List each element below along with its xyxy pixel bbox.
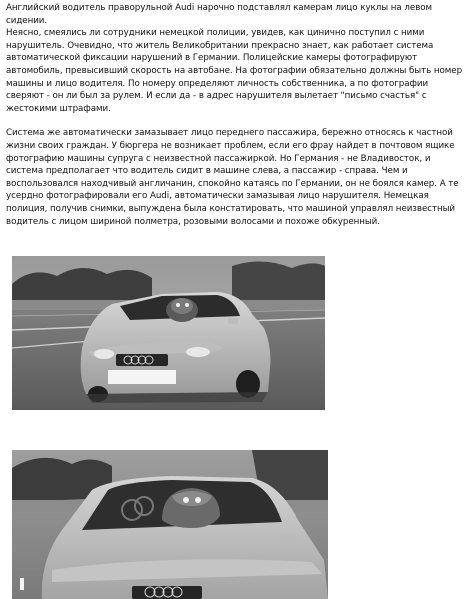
- car-photo-closeup: [12, 450, 328, 599]
- car-photo-closeup-image: [12, 450, 328, 599]
- article-paragraph: Система же автоматически замазывает лицо переднего пассажира, бережно относясь к частной жизни своих граждан. У бюргера не возникает проблем, если его фрау найдет в почтовом ящике фотографию машины супруга с неизвестной пассажиркой. Но Германия - не Владивосток, и система предполагает что водитель сидит в машине слева, а пассажир - справа. Чем и воспользовался находчивый англичанин, спокойно катаясь по Германии, он не боялся камер. А те усердно фотографировали его Audi, автоматически замазывая лицо нарушителя. Немецкая полиция, получив снимки, выпуждена была констатировать, что машиной управлял неизвестный водитель с лицом шириной полметра, розовыми волосами и похоже обкуренный.: [6, 128, 459, 227]
- car-photo-wide-image: [12, 256, 325, 410]
- car-photo-wide: [12, 256, 325, 410]
- article-text: [6, 2, 466, 228]
- article-lead-paragraph: Английский водитель праворульной Audi нарочно подставлял камерам лицо куклы на левом сидении.: [6, 3, 433, 26]
- article-paragraph: Неясно, смеялись ли сотрудники немецкой полиции, увидев, как цинично поступил с ними нарушитель. Очевидно, что житель Великобритании прекрасно знает, как работает система автоматической фиксации нарушений в Германии. Полицейские камеры фотографируют автомобиль, превысивший скорость на автобане. На фотографии обязательно должны быть номер машины и лицо водителя. По номеру определяют личность собственника, а по фотографии сверяют - он ли был за рулем. И если да - в адрес нарушителя вылетает "письмо счастья" с жестокими штрафами.: [6, 28, 463, 114]
